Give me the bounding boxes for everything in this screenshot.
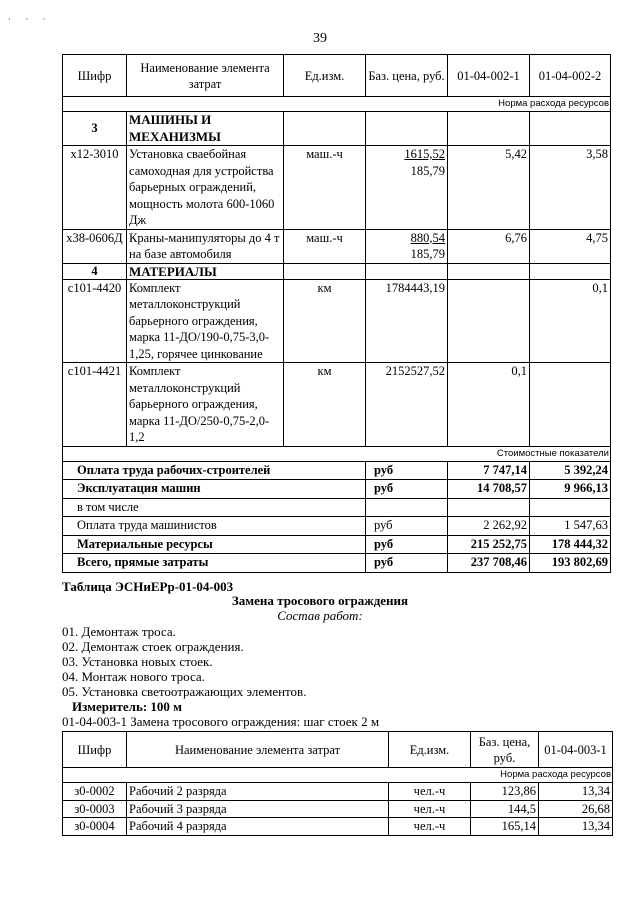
row-price: 1784443,19 xyxy=(366,279,448,363)
row-value-b: 3,58 xyxy=(530,146,611,230)
price-wage: 185,79 xyxy=(410,247,445,261)
row-price xyxy=(366,229,448,263)
row-name: Комплект металлоконструкций барьерного ограждения, марка 11-ДО/250-0,75-2,0-1,2 xyxy=(127,363,284,447)
summary-row xyxy=(63,517,611,536)
summary-name: Оплата труда машинистов xyxy=(63,517,366,536)
header-col-a: 01-04-002-1 xyxy=(448,55,530,97)
work-item: 01. Демонтаж троса. xyxy=(62,624,176,639)
summary-name: Оплата труда рабочих-строителей xyxy=(63,461,366,480)
row-name: Краны-манипуляторы до 4 т на базе автомобиля xyxy=(127,229,284,263)
row-unit: маш.-ч xyxy=(284,146,366,230)
resource-table-01-04-002 xyxy=(62,54,611,573)
table-header-row xyxy=(63,732,613,768)
summary-unit xyxy=(366,498,448,517)
row-unit: км xyxy=(284,279,366,363)
table-row xyxy=(63,363,611,447)
row-price: 123,86 xyxy=(471,783,539,801)
section-title: Замена тросового ограждения xyxy=(231,593,409,608)
header-price: Баз. цена, руб. xyxy=(366,55,448,97)
work-item: 04. Монтаж нового троса. xyxy=(62,669,205,684)
row-code: х38-0606Д xyxy=(63,229,127,263)
section-title: МАТЕРИАЛЫ xyxy=(127,263,284,279)
summary-value-b: 193 802,69 xyxy=(530,554,611,573)
scan-speck: · · · xyxy=(8,14,52,24)
section-number: 4 xyxy=(63,263,127,279)
summary-value-b: 5 392,24 xyxy=(530,461,611,480)
summary-value-a: 2 262,92 xyxy=(448,517,530,536)
row-unit: чел.-ч xyxy=(389,800,471,818)
row-code: с101-4421 xyxy=(63,363,127,447)
table-row xyxy=(63,279,611,363)
row-unit: маш.-ч xyxy=(284,229,366,263)
summary-name: в том числе xyxy=(63,498,366,517)
summary-value-a xyxy=(448,498,530,517)
row-unit: чел.-ч xyxy=(389,783,471,801)
price-wage: 185,79 xyxy=(410,163,445,178)
row-value-b: 4,75 xyxy=(530,229,611,263)
header-code: Шифр xyxy=(63,732,127,768)
header-code: Шифр xyxy=(63,55,127,97)
header-name: Наименование элемента затрат xyxy=(127,55,284,97)
row-code: з0-0003 xyxy=(63,800,127,818)
header-price: Баз. цена, руб. xyxy=(471,732,539,768)
table-row xyxy=(63,146,611,230)
summary-row xyxy=(63,498,611,517)
section-title: МАШИНЫ И МЕХАНИЗМЫ xyxy=(127,112,284,146)
summary-name: Эксплуатация машин xyxy=(63,480,366,499)
price-value: 880,54 xyxy=(410,230,445,245)
summary-value-b: 178 444,32 xyxy=(530,535,611,554)
page-number: 39 xyxy=(313,31,327,46)
summary-row xyxy=(63,554,611,573)
row-value-a: 13,34 xyxy=(539,783,613,801)
row-value-a: 6,76 xyxy=(448,229,530,263)
table-header-row xyxy=(63,55,611,97)
summary-row xyxy=(63,535,611,554)
row-unit: чел.-ч xyxy=(389,818,471,836)
row-name: Рабочий 2 разряда xyxy=(127,783,389,801)
resource-table-01-04-003 xyxy=(62,731,613,836)
table-title: Таблица ЭСНиЕРр-01-04-003 xyxy=(62,579,234,594)
summary-value-b: 1 547,63 xyxy=(530,517,611,536)
table-row xyxy=(63,783,613,801)
row-name: Установка сваебойная самоходная для устройства барьерных ограждений, мощность молота 600-1060 Дж xyxy=(127,146,284,230)
section-number: 3 xyxy=(63,112,127,146)
work-title: Состав работ: xyxy=(277,608,363,623)
summary-unit: руб xyxy=(366,535,448,554)
row-price: 2152527,52 xyxy=(366,363,448,447)
section-3-row xyxy=(63,112,611,146)
table-row xyxy=(63,800,613,818)
section-4-row xyxy=(63,263,611,279)
summary-value-a: 7 747,14 xyxy=(448,461,530,480)
header-col-b: 01-04-002-2 xyxy=(530,55,611,97)
summary-value-a: 14 708,57 xyxy=(448,480,530,499)
meter-label: Измеритель: 100 м xyxy=(72,699,183,714)
row-price: 165,14 xyxy=(471,818,539,836)
norm-label: Норма расхода ресурсов xyxy=(63,768,613,783)
price-value: 1615,52 xyxy=(404,147,445,161)
header-col-a: 01-04-003-1 xyxy=(539,732,613,768)
row-value-a xyxy=(448,279,530,363)
norm-row xyxy=(63,97,611,112)
row-code: з0-0002 xyxy=(63,783,127,801)
summary-value-b: 9 966,13 xyxy=(530,480,611,499)
summary-unit: руб xyxy=(366,517,448,536)
row-value-a: 5,42 xyxy=(448,146,530,230)
row-name: Рабочий 3 разряда xyxy=(127,800,389,818)
row-code: х12-3010 xyxy=(63,146,127,230)
row-value-a: 13,34 xyxy=(539,818,613,836)
work-item: 02. Демонтаж стоек ограждения. xyxy=(62,639,244,654)
table-row xyxy=(63,818,613,836)
summary-name: Материальные ресурсы xyxy=(63,535,366,554)
row-value-b: 0,1 xyxy=(530,279,611,363)
summary-value-a: 215 252,75 xyxy=(448,535,530,554)
header-unit: Ед.изм. xyxy=(284,55,366,97)
summary-unit: руб xyxy=(366,461,448,480)
summary-row xyxy=(63,461,611,480)
table-subtitle: 01-04-003-1 Замена тросового ограждения: шаг стоек 2 м xyxy=(62,714,380,729)
row-value-a: 0,1 xyxy=(448,363,530,447)
norm-label: Норма расхода ресурсов xyxy=(63,97,611,112)
row-price: 144,5 xyxy=(471,800,539,818)
row-value-a: 26,68 xyxy=(539,800,613,818)
table-row xyxy=(63,229,611,263)
row-price xyxy=(366,146,448,230)
summary-row xyxy=(63,480,611,499)
row-name: Рабочий 4 разряда xyxy=(127,818,389,836)
summary-value-b xyxy=(530,498,611,517)
summary-name: Всего, прямые затраты xyxy=(63,554,366,573)
header-name: Наименование элемента затрат xyxy=(127,732,389,768)
row-code: з0-0004 xyxy=(63,818,127,836)
summary-unit: руб xyxy=(366,480,448,499)
header-unit: Ед.изм. xyxy=(389,732,471,768)
row-unit: км xyxy=(284,363,366,447)
row-code: с101-4420 xyxy=(63,279,127,363)
summary-value-a: 237 708,46 xyxy=(448,554,530,573)
summary-unit: руб xyxy=(366,554,448,573)
row-name: Комплект металлоконструкций барьерного ограждения, марка 11-ДО/190-0,75-3,0-1,25, горячее цинкование xyxy=(127,279,284,363)
norm-row xyxy=(63,768,613,783)
work-item: 05. Установка светоотражающих элементов. xyxy=(62,684,307,699)
cost-row xyxy=(63,446,611,461)
row-value-b xyxy=(530,363,611,447)
cost-label: Стоимостные показатели xyxy=(63,446,611,461)
work-item: 03. Установка новых стоек. xyxy=(62,654,213,669)
